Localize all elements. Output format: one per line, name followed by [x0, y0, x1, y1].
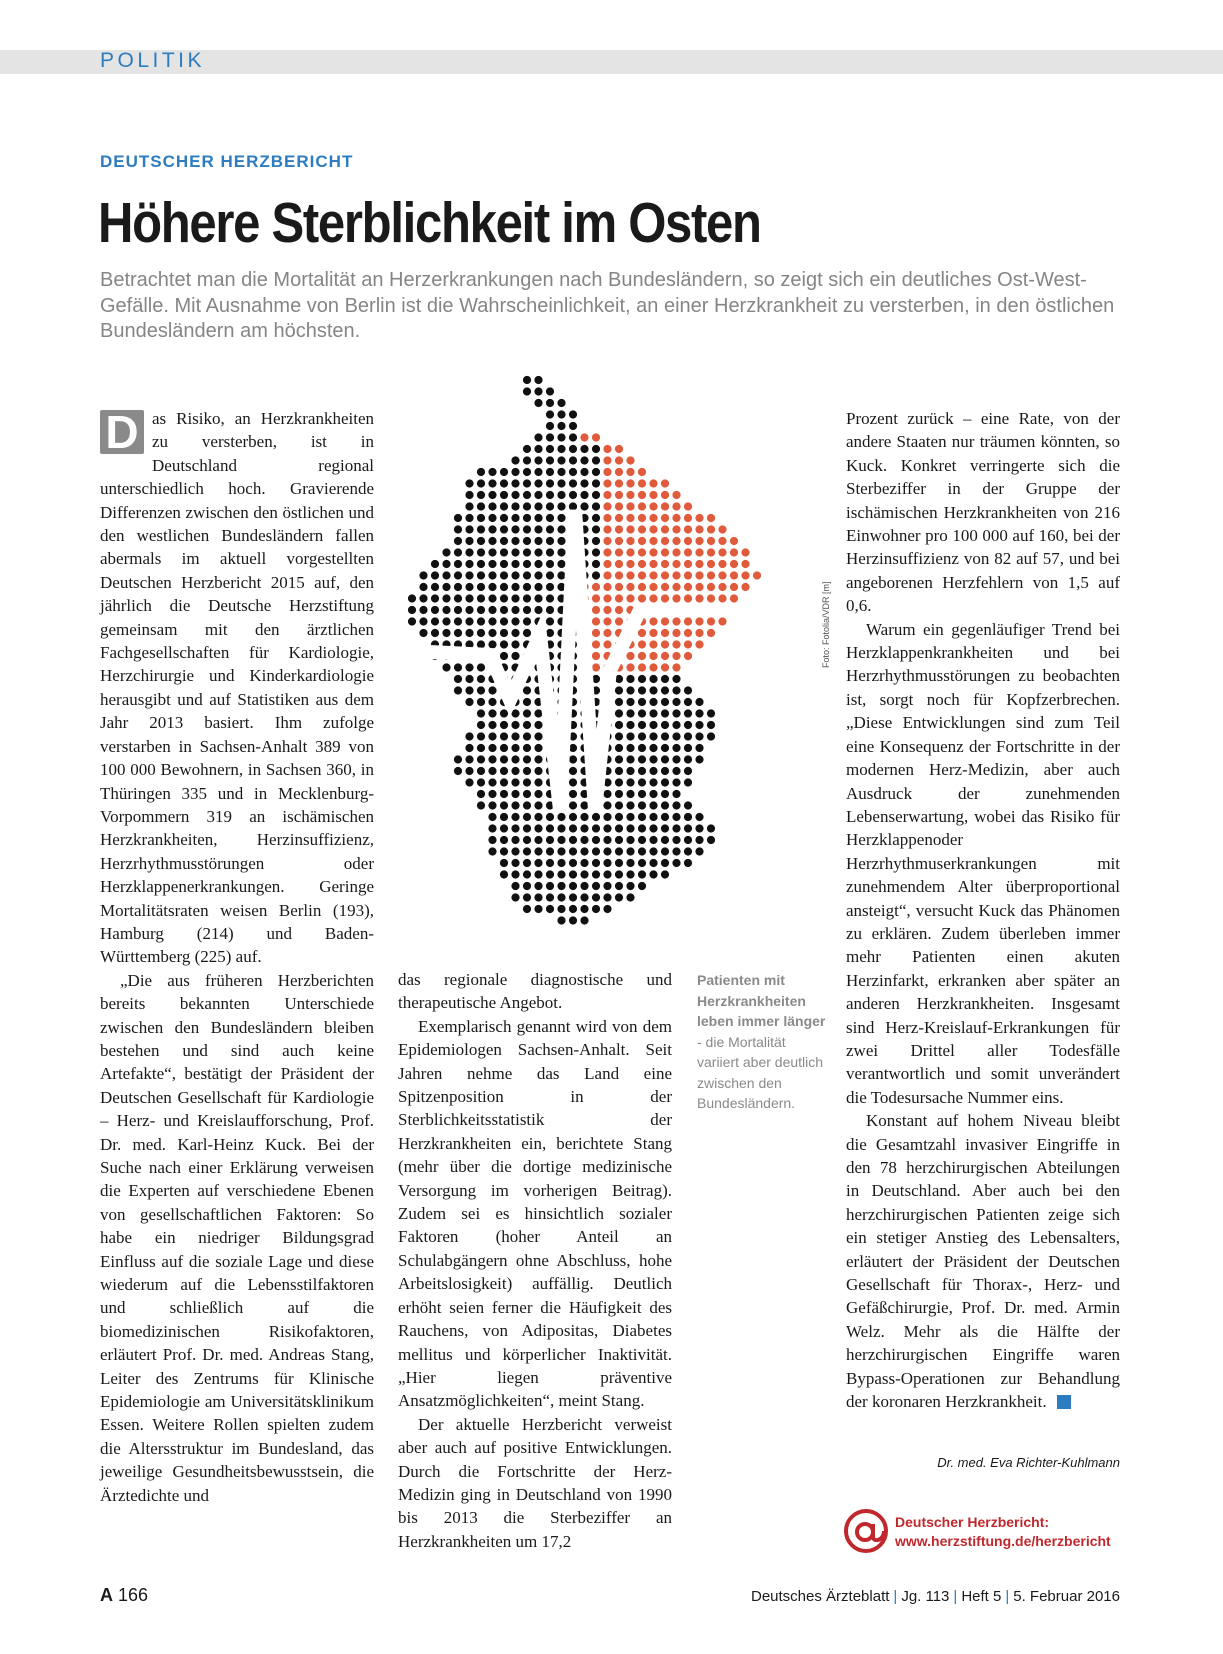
text-column-2: [398, 968, 672, 1553]
text-column-3: [846, 407, 1120, 1413]
paragraph: [100, 407, 374, 969]
article-kicker: DEUTSCHER HERZBERICHT: [100, 152, 354, 171]
author-byline: Dr. med. Eva Richter-Kuhlmann: [937, 1455, 1120, 1470]
link-title: Deutscher Herzbericht:: [895, 1514, 1050, 1530]
caption-text: - die Mortalität variiert aber deutlich zwischen den Bundesländern.: [697, 1033, 824, 1111]
paragraph: [846, 1109, 1120, 1413]
paragraph: das regionale diagnostische und therapeutische Angebot.: [398, 970, 672, 1013]
footer-issue: Heft 5: [961, 1588, 1002, 1605]
text-column-1: [100, 407, 374, 1507]
caption-bold: Patienten mit Herzkrankheiten leben immer länger: [697, 972, 826, 1029]
paragraph: „Die aus früheren Herzberichten bereits bekannten Unterschiede zwischen den Bundesländern bleiben bestehen und sind auch keine Artefakte“, bestätigt der Präsident der Deutschen Gesellschaft für Kardiologie – Herz- und Kreislaufforschung, Prof. Dr. med. Karl-Heinz Kuck. Bei der Suche nach einer Erklärung verweisen die Experten auf verschiedene Ebenen von gesellschaftlichen Faktoren: So habe ein niedriger Bildungsgrad Einfluss auf die soziale Lage und diese wiederum auf die Lebensstilfaktoren und schließlich auf die biomedizinischen Risikofaktoren, erläutert Prof. Dr. med. Andreas Stang, Leiter des Zentrums für Klinische Epidemiologie am Universitätsklinikum Essen. Weitere Rollen spielten zudem die Altersstruktur im Bundesland, das jeweilige Gesundheitsbewusstsein, die Ärztedichte und: [100, 970, 374, 1505]
paragraph: Exemplarisch genannt wird von dem Epidemiologen Sachsen-Anhalt. Seit Jahren nehme das Land eine Spitzenposition in der Sterblichkeitsstatistik der Herzkrankheiten ein, berichtete Stang (mehr über die dortige medizinische Versorgung im vorherigen Beitrag). Zudem sei es hinsichtlich sozialer Faktoren (hoher Anteil an Schulabgängern ohne Abschluss, hohe Arbeitslosigkeit) auffällig. Deutlich erhöht seien ferner die Häufigkeit des Rauchens, von Adipositas, Diabetes mellitus und körperlicher Inaktivität. „Hier liegen präventive Ansatzmöglichkeiten“, meint Stang.: [398, 1016, 672, 1411]
page-prefix: A: [100, 1585, 113, 1605]
paragraph: Prozent zurück – eine Rate, von der andere Staaten nur träumen könnten, so Kuck. Konkret verringerte sich die Sterbeziffer in der Gruppe der ischämischen Herzkrankheiten von 216 Einwohner pro 100 000 auf 160, bei der Herzinsuffizienz von 82 auf 57, und bei angeborenen Herzfehlern von 1,5 auf 0,6.: [846, 409, 1120, 616]
page-number: [100, 1585, 148, 1606]
image-caption: [697, 970, 827, 1114]
article-lead: Betrachtet man die Mortalität an Herzerkrankungen nach Bundesländern, so zeigt sich ein deutliches Ost-West-Gefälle. Mit Ausnahme von Berlin ist die Wahrscheinlichkeit, an einer Herzkrankheit zu versterben, in den östlichen Bundesländern am höchsten.: [100, 269, 1115, 342]
section-label: POLITIK: [100, 49, 206, 72]
end-mark-icon: [1057, 1395, 1071, 1409]
photo-credit: Foto: Fotolia/VDR [m]: [821, 581, 831, 668]
link-url[interactable]: www.herzstiftung.de/herzbericht: [895, 1533, 1111, 1549]
page-number-value: 166: [118, 1585, 149, 1605]
footer-citation: Deutsches Ärzteblatt | Jg. 113 | Heft 5 | 5. Februar 2016: [751, 1588, 1120, 1605]
paragraph-text: Konstant auf hohem Niveau bleibt die Gesamtzahl invasiver Eingriffe in den 78 herzchirurgischen Abteilungen in Deutschland. Aber auch bei den herzchirurgischen Patienten zeige sich ein stetiger Anstieg des Lebensalters, erläutert der Präsident der Deutschen Gesellschaft für Thorax-, Herz- und Gefäßchirurgie, Prof. Dr. med. Armin Welz. Mehr als die Hälfte der herzchirurgischen Eingriffe waren Bypass-Operationen zur Behandlung der koronaren Herzkrankheit.: [846, 1111, 1120, 1412]
paragraph-text: as Risiko, an Herzkrankheiten zu versterben, ist in Deutschland regional unterschiedlich hoch. Gravierende Differenzen zwischen den östlichen und den westlichen Bundesländern fallen abermals im aktuell vorgestellten Deutschen Herzbericht 2015 auf, den jährlich die Deutsche Herzstiftung gemeinsam mit den ärztlichen Fachgesellschaften für Kardiologie, Herzchirurgie und Kinderkardiologie herausgibt und auf Statistiken aus dem Jahr 2013 basiert. Ihm zufolge verstarben in Sachsen-Anhalt 389 von 100 000 Bewohnern, in Sachsen 360, in Thüringen 335 und in Mecklenburg-Vorpommern 319 an ischämischen Herzkrankheiten, Herzinsuffizienz, Herzrhythmusstörungen oder Herzklappenerkrankungen. Geringe Mortalitätsraten weisen Berlin (193), Hamburg (214) und Baden-Württemberg (225) auf.: [100, 409, 374, 967]
footer-date: 5. Februar 2016: [1013, 1588, 1120, 1605]
at-sign-icon: [843, 1508, 889, 1554]
web-link-box[interactable]: [843, 1508, 1143, 1558]
paragraph: Warum ein gegenläufiger Trend bei Herzklappenkrankheiten und bei Herzrhythmusstörungen zu beobachten ist, sorgt noch für Kopfzerbrechen. „Diese Entwicklungen sind zum Teil eine Konsequenz der Fortschritte in der modernen Herz-Medizin, aber auch Ausdruck der zunehmenden Lebenserwartung, wobei das Risiko für Herzklappenoder Herzrhythmuserkrankungen mit zunehmendem Alter überproportional ansteigt“, versucht Kuck das Phänomen zu erklären. Zudem überleben immer mehr Patienten einen akuten Herzinfarkt, erkranken aber später an anderen Herzkrankheiten. Insgesamt sind Herz-Kreislauf-Erkrankungen für zwei Drittel aller Todesfälle verantwortlich und somit unverändert die Todesursache Nummer eins.: [846, 619, 1120, 1107]
article-headline: Höhere Sterblichkeit im Osten: [98, 191, 761, 255]
footer-volume: Jg. 113: [901, 1588, 950, 1605]
dropcap: D: [100, 410, 144, 454]
germany-dot-map: [390, 370, 810, 950]
germany-dot-map-graphic: [390, 370, 810, 950]
footer-journal: Deutsches Ärzteblatt: [751, 1588, 890, 1605]
paragraph: Der aktuelle Herzbericht verweist aber auch auf positive Entwicklungen. Durch die Fortschritte der Herz-Medizin ging in Deutschland von 1990 bis 2013 die Sterbeziffer an Herzkrankheiten um 17,2: [398, 1414, 672, 1551]
